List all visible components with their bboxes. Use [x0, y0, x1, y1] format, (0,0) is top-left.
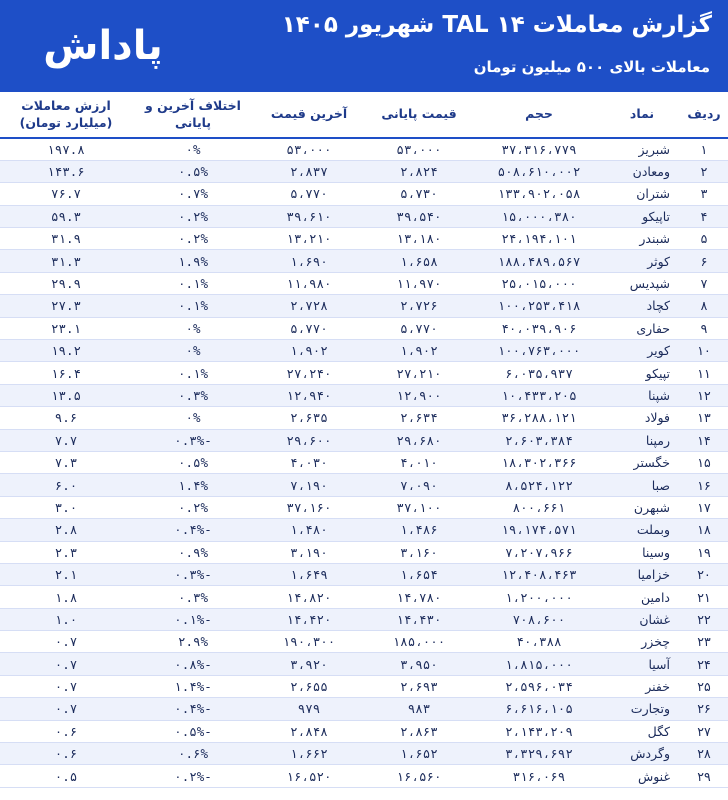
symbol-cell: تاپیکو	[604, 205, 680, 227]
diff-cell: -۰.۱%	[132, 608, 254, 630]
diff-cell: ۰.۳%	[132, 586, 254, 608]
table-row	[0, 183, 728, 205]
diff-cell: -۰.۲%	[132, 765, 254, 787]
close-price-cell: ۱،۹۰۲	[364, 340, 474, 362]
row-number-cell: ۲	[680, 160, 728, 182]
table-row	[0, 474, 728, 496]
row-number-cell: ۶	[680, 250, 728, 272]
column-header-row-number: ردیف	[680, 92, 728, 138]
column-header-close-price: قیمت پایانی	[364, 92, 474, 138]
diff-cell: ۰.۶%	[132, 743, 254, 765]
brand-logo	[28, 18, 178, 74]
trade-value-cell: ۱۹۷.۸	[0, 138, 132, 160]
symbol-cell: وگردش	[604, 743, 680, 765]
last-price-cell: ۱،۴۸۰	[254, 519, 364, 541]
trade-value-cell: ۰.۶	[0, 720, 132, 742]
row-number-cell: ۲۶	[680, 698, 728, 720]
symbol-cell: چخزر	[604, 631, 680, 653]
symbol-cell: وسینا	[604, 541, 680, 563]
trade-value-cell: ۲.۱	[0, 563, 132, 585]
column-header-volume: حجم	[474, 92, 604, 138]
last-price-cell: ۲،۸۴۸	[254, 720, 364, 742]
close-price-cell: ۵،۷۷۰	[364, 317, 474, 339]
table-header-row	[0, 92, 728, 138]
close-price-cell: ۳،۱۶۰	[364, 541, 474, 563]
volume-cell: ۸،۵۲۴،۱۲۲	[474, 474, 604, 496]
diff-cell: ۰.۲%	[132, 205, 254, 227]
table-row	[0, 675, 728, 697]
last-price-cell: ۱۴،۴۲۰	[254, 608, 364, 630]
diff-cell: ۰.۲%	[132, 496, 254, 518]
close-price-cell: ۲۷،۲۱۰	[364, 362, 474, 384]
trade-value-cell: ۱۳.۵	[0, 384, 132, 406]
symbol-cell: صبا	[604, 474, 680, 496]
symbol-cell: ومعادن	[604, 160, 680, 182]
close-price-cell: ۵۳،۰۰۰	[364, 138, 474, 160]
trade-value-cell: ۰.۷	[0, 653, 132, 675]
last-price-cell: ۱۲،۹۴۰	[254, 384, 364, 406]
trade-value-cell: ۱۴۳.۶	[0, 160, 132, 182]
trade-value-cell: ۳۱.۹	[0, 228, 132, 250]
report-header	[0, 0, 728, 92]
diff-cell: ۰.۱%	[132, 362, 254, 384]
table-row	[0, 138, 728, 160]
close-price-cell: ۱۱،۹۷۰	[364, 272, 474, 294]
symbol-cell: کچاد	[604, 295, 680, 317]
column-header-last-price: آخرین قیمت	[254, 92, 364, 138]
diff-cell: ۰.۷%	[132, 183, 254, 205]
volume-cell: ۲۵،۰۱۵،۰۰۰	[474, 272, 604, 294]
volume-cell: ۶،۶۱۶،۱۰۵	[474, 698, 604, 720]
row-number-cell: ۴	[680, 205, 728, 227]
symbol-cell: وبملت	[604, 519, 680, 541]
trade-value-cell: ۱.۰	[0, 608, 132, 630]
table-row	[0, 272, 728, 294]
diff-cell: ۰%	[132, 138, 254, 160]
table-row	[0, 384, 728, 406]
volume-cell: ۷۰۸،۶۰۰	[474, 608, 604, 630]
last-price-cell: ۳۹،۶۱۰	[254, 205, 364, 227]
trade-value-cell: ۷۶.۷	[0, 183, 132, 205]
trade-value-cell: ۷.۳	[0, 451, 132, 473]
row-number-cell: ۱۴	[680, 429, 728, 451]
row-number-cell: ۱۶	[680, 474, 728, 496]
symbol-cell: خزامیا	[604, 563, 680, 585]
table-row	[0, 631, 728, 653]
diff-cell: ۰.۲%	[132, 228, 254, 250]
row-number-cell: ۱۱	[680, 362, 728, 384]
volume-cell: ۱۰۰،۷۶۳،۰۰۰	[474, 340, 604, 362]
symbol-cell: رمپنا	[604, 429, 680, 451]
row-number-cell: ۱۸	[680, 519, 728, 541]
volume-cell: ۲،۱۴۳،۲۰۹	[474, 720, 604, 742]
volume-cell: ۳۱۶،۰۶۹	[474, 765, 604, 787]
last-price-cell: ۱،۶۶۲	[254, 743, 364, 765]
last-price-cell: ۹۷۹	[254, 698, 364, 720]
trade-value-cell: ۰.۵	[0, 765, 132, 787]
volume-cell: ۳۶،۲۸۸،۱۲۱	[474, 407, 604, 429]
last-price-cell: ۲۹،۶۰۰	[254, 429, 364, 451]
column-header-diff: اختلاف آخرین و پایانی	[132, 92, 254, 138]
last-price-cell: ۵،۷۷۰	[254, 183, 364, 205]
trade-value-cell: ۳۱.۳	[0, 250, 132, 272]
row-number-cell: ۷	[680, 272, 728, 294]
symbol-cell: کوثر	[604, 250, 680, 272]
diff-cell: ۰.۱%	[132, 295, 254, 317]
last-price-cell: ۷،۱۹۰	[254, 474, 364, 496]
symbol-cell: غشان	[604, 608, 680, 630]
table-row	[0, 586, 728, 608]
row-number-cell: ۲۵	[680, 675, 728, 697]
close-price-cell: ۲،۷۲۶	[364, 295, 474, 317]
row-number-cell: ۲۱	[680, 586, 728, 608]
table-row	[0, 317, 728, 339]
symbol-cell: خفنر	[604, 675, 680, 697]
diff-cell: -۰.۴%	[132, 519, 254, 541]
trade-value-cell: ۲.۸	[0, 519, 132, 541]
close-price-cell: ۱،۴۸۶	[364, 519, 474, 541]
last-price-cell: ۱۶،۵۲۰	[254, 765, 364, 787]
table-row	[0, 160, 728, 182]
row-number-cell: ۸	[680, 295, 728, 317]
close-price-cell: ۳۷،۱۰۰	[364, 496, 474, 518]
last-price-cell: ۲،۸۳۷	[254, 160, 364, 182]
close-price-cell: ۱،۶۵۲	[364, 743, 474, 765]
trade-value-cell: ۶.۰	[0, 474, 132, 496]
trade-value-cell: ۲۷.۳	[0, 295, 132, 317]
trade-value-cell: ۰.۷	[0, 698, 132, 720]
close-price-cell: ۲،۸۲۴	[364, 160, 474, 182]
volume-cell: ۱۵،۰۰۰،۳۸۰	[474, 205, 604, 227]
trade-value-cell: ۰.۷	[0, 631, 132, 653]
last-price-cell: ۵،۷۷۰	[254, 317, 364, 339]
diff-cell: ۰%	[132, 317, 254, 339]
row-number-cell: ۱۹	[680, 541, 728, 563]
volume-cell: ۶،۰۳۵،۹۳۷	[474, 362, 604, 384]
diff-cell: -۰.۴%	[132, 698, 254, 720]
trade-value-cell: ۰.۶	[0, 743, 132, 765]
last-price-cell: ۲،۶۳۵	[254, 407, 364, 429]
diff-cell: -۰.۵%	[132, 720, 254, 742]
trade-value-cell: ۲.۳	[0, 541, 132, 563]
diff-cell: ۰%	[132, 407, 254, 429]
diff-cell: ۱.۴%	[132, 474, 254, 496]
volume-cell: ۱،۸۱۵،۰۰۰	[474, 653, 604, 675]
volume-cell: ۴۰،۰۳۹،۹۰۶	[474, 317, 604, 339]
row-number-cell: ۱۷	[680, 496, 728, 518]
volume-cell: ۱۸۸،۴۸۹،۵۶۷	[474, 250, 604, 272]
table-row	[0, 608, 728, 630]
last-price-cell: ۳،۱۹۰	[254, 541, 364, 563]
symbol-cell: وتجارت	[604, 698, 680, 720]
trade-value-cell: ۱۹.۲	[0, 340, 132, 362]
symbol-cell: شبریز	[604, 138, 680, 160]
diff-cell: ۰.۹%	[132, 541, 254, 563]
row-number-cell: ۱۲	[680, 384, 728, 406]
close-price-cell: ۲،۸۶۳	[364, 720, 474, 742]
row-number-cell: ۲۳	[680, 631, 728, 653]
close-price-cell: ۱۳،۱۸۰	[364, 228, 474, 250]
volume-cell: ۴۰،۳۸۸	[474, 631, 604, 653]
volume-cell: ۳۷،۳۱۶،۷۷۹	[474, 138, 604, 160]
column-header-trade-value: ارزش معاملات (میلیارد تومان)	[0, 92, 132, 138]
row-number-cell: ۹	[680, 317, 728, 339]
volume-cell: ۱۳۳،۹۰۲،۰۵۸	[474, 183, 604, 205]
trade-value-cell: ۲۳.۱	[0, 317, 132, 339]
close-price-cell: ۱،۶۵۴	[364, 563, 474, 585]
diff-cell: -۱.۴%	[132, 675, 254, 697]
close-price-cell: ۵،۷۳۰	[364, 183, 474, 205]
symbol-cell: تپیکو	[604, 362, 680, 384]
table-row	[0, 519, 728, 541]
last-price-cell: ۴،۰۳۰	[254, 451, 364, 473]
volume-cell: ۳،۳۲۹،۶۹۲	[474, 743, 604, 765]
table-row	[0, 743, 728, 765]
diff-cell: ۲.۹%	[132, 631, 254, 653]
close-price-cell: ۱۶،۵۶۰	[364, 765, 474, 787]
row-number-cell: ۲۲	[680, 608, 728, 630]
symbol-cell: کویر	[604, 340, 680, 362]
close-price-cell: ۲۹،۶۸۰	[364, 429, 474, 451]
close-price-cell: ۱۴،۷۸۰	[364, 586, 474, 608]
diff-cell: ۱.۹%	[132, 250, 254, 272]
volume-cell: ۱۹،۱۷۴،۵۷۱	[474, 519, 604, 541]
diff-cell: -۰.۳%	[132, 429, 254, 451]
last-price-cell: ۲،۶۵۵	[254, 675, 364, 697]
volume-cell: ۱۸،۳۰۲،۳۶۶	[474, 451, 604, 473]
volume-cell: ۲۴،۱۹۴،۱۰۱	[474, 228, 604, 250]
symbol-cell: شبندر	[604, 228, 680, 250]
symbol-cell: خگستر	[604, 451, 680, 473]
table-row	[0, 698, 728, 720]
row-number-cell: ۳	[680, 183, 728, 205]
table-row	[0, 541, 728, 563]
last-price-cell: ۳۷،۱۶۰	[254, 496, 364, 518]
close-price-cell: ۴،۰۱۰	[364, 451, 474, 473]
table-row	[0, 205, 728, 227]
trade-value-cell: ۹.۶	[0, 407, 132, 429]
table-row	[0, 407, 728, 429]
symbol-cell: کگل	[604, 720, 680, 742]
last-price-cell: ۲۷،۲۴۰	[254, 362, 364, 384]
symbol-cell: حفاری	[604, 317, 680, 339]
table-row	[0, 653, 728, 675]
table-row	[0, 228, 728, 250]
symbol-cell: غنوش	[604, 765, 680, 787]
volume-cell: ۷،۲۰۷،۹۶۶	[474, 541, 604, 563]
last-price-cell: ۳،۹۲۰	[254, 653, 364, 675]
close-price-cell: ۳،۹۵۰	[364, 653, 474, 675]
diff-cell: ۰.۳%	[132, 384, 254, 406]
symbol-cell: آسیا	[604, 653, 680, 675]
volume-cell: ۱۰۰،۲۵۳،۴۱۸	[474, 295, 604, 317]
table-row	[0, 563, 728, 585]
table-row	[0, 496, 728, 518]
last-price-cell: ۵۳،۰۰۰	[254, 138, 364, 160]
volume-cell: ۱۲،۴۰۸،۴۶۳	[474, 563, 604, 585]
trade-value-cell: ۲۹.۹	[0, 272, 132, 294]
diff-cell: ۰%	[132, 340, 254, 362]
last-price-cell: ۱،۶۴۹	[254, 563, 364, 585]
table-row	[0, 295, 728, 317]
report-subtitle: معاملات بالای ۵۰۰ میلیون تومان	[473, 58, 710, 76]
column-header-symbol: نماد	[604, 92, 680, 138]
close-price-cell: ۷،۰۹۰	[364, 474, 474, 496]
trade-value-cell: ۵۹.۳	[0, 205, 132, 227]
row-number-cell: ۲۰	[680, 563, 728, 585]
diff-cell: ۰.۵%	[132, 451, 254, 473]
close-price-cell: ۲،۶۹۳	[364, 675, 474, 697]
diff-cell: -۰.۸%	[132, 653, 254, 675]
row-number-cell: ۲۷	[680, 720, 728, 742]
last-price-cell: ۱۳،۲۱۰	[254, 228, 364, 250]
trade-value-cell: ۰.۷	[0, 675, 132, 697]
close-price-cell: ۳۹،۵۴۰	[364, 205, 474, 227]
symbol-cell: شتران	[604, 183, 680, 205]
table-row	[0, 720, 728, 742]
close-price-cell: ۱۲،۹۰۰	[364, 384, 474, 406]
diff-cell: -۰.۳%	[132, 563, 254, 585]
symbol-cell: دامین	[604, 586, 680, 608]
trade-value-cell: ۳.۰	[0, 496, 132, 518]
row-number-cell: ۲۹	[680, 765, 728, 787]
volume-cell: ۵۰۸،۶۱۰،۰۰۲	[474, 160, 604, 182]
table-row	[0, 362, 728, 384]
symbol-cell: شپنا	[604, 384, 680, 406]
row-number-cell: ۱	[680, 138, 728, 160]
last-price-cell: ۱۱،۹۸۰	[254, 272, 364, 294]
trade-value-cell: ۱.۸	[0, 586, 132, 608]
volume-cell: ۱۰،۴۳۳،۲۰۵	[474, 384, 604, 406]
row-number-cell: ۱۵	[680, 451, 728, 473]
last-price-cell: ۱،۹۰۲	[254, 340, 364, 362]
volume-cell: ۲،۶۰۳،۳۸۴	[474, 429, 604, 451]
diff-cell: ۰.۵%	[132, 160, 254, 182]
symbol-cell: شبهرن	[604, 496, 680, 518]
trade-value-cell: ۷.۷	[0, 429, 132, 451]
last-price-cell: ۱،۶۹۰	[254, 250, 364, 272]
symbol-cell: فولاد	[604, 407, 680, 429]
close-price-cell: ۹۸۳	[364, 698, 474, 720]
trades-table	[0, 92, 728, 788]
table-row	[0, 250, 728, 272]
row-number-cell: ۲۴	[680, 653, 728, 675]
last-price-cell: ۱۹۰،۳۰۰	[254, 631, 364, 653]
volume-cell: ۱،۲۰۰،۰۰۰	[474, 586, 604, 608]
volume-cell: ۸۰۰،۶۶۱	[474, 496, 604, 518]
trade-value-cell: ۱۶.۴	[0, 362, 132, 384]
row-number-cell: ۵	[680, 228, 728, 250]
row-number-cell: ۱۳	[680, 407, 728, 429]
close-price-cell: ۱۴،۴۳۰	[364, 608, 474, 630]
table-row	[0, 429, 728, 451]
table-row	[0, 765, 728, 787]
close-price-cell: ۱۸۵،۰۰۰	[364, 631, 474, 653]
report-title: گزارش معاملات TAL ۱۴ شهریور ۱۴۰۵	[281, 12, 712, 38]
table-row	[0, 451, 728, 473]
symbol-cell: شپدیس	[604, 272, 680, 294]
brand-logo-text: پاداش	[43, 23, 163, 69]
row-number-cell: ۱۰	[680, 340, 728, 362]
close-price-cell: ۲،۶۳۴	[364, 407, 474, 429]
volume-cell: ۲،۵۹۶،۰۳۴	[474, 675, 604, 697]
close-price-cell: ۱،۶۵۸	[364, 250, 474, 272]
diff-cell: ۰.۱%	[132, 272, 254, 294]
row-number-cell: ۲۸	[680, 743, 728, 765]
last-price-cell: ۲،۷۲۸	[254, 295, 364, 317]
table-row	[0, 340, 728, 362]
last-price-cell: ۱۴،۸۲۰	[254, 586, 364, 608]
